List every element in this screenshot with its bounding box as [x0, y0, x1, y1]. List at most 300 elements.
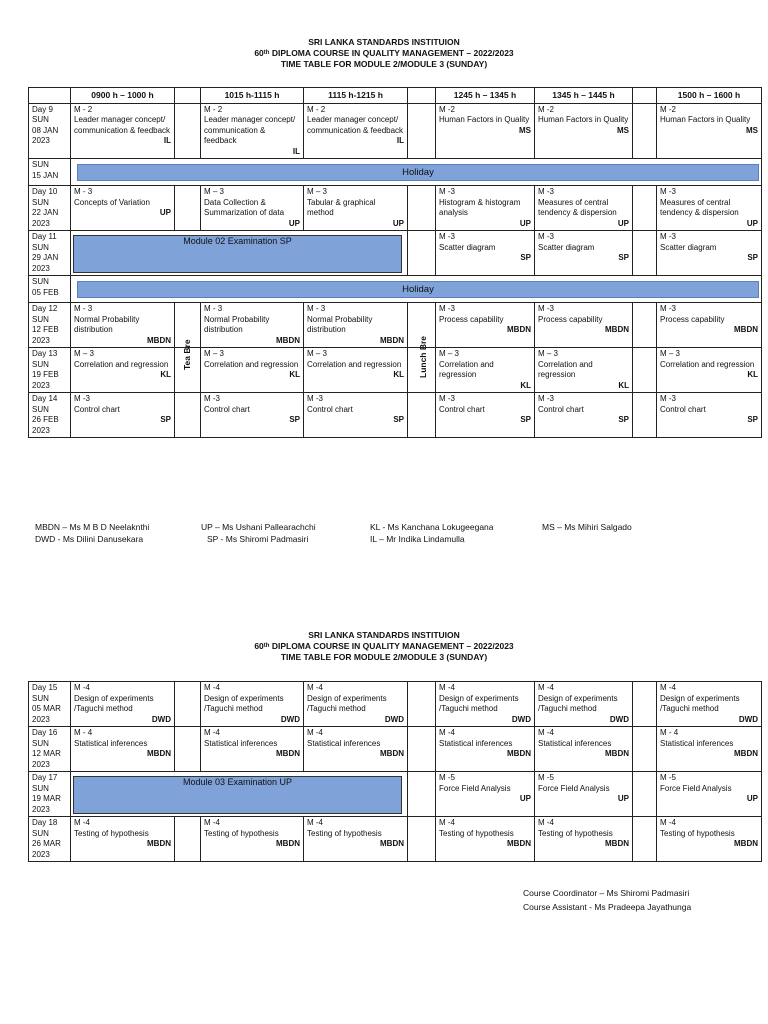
day-label: 05 MAR — [32, 704, 61, 713]
session-topic: Statistical inferences — [307, 738, 381, 748]
day-cell — [29, 348, 71, 393]
session-cell — [657, 103, 762, 159]
break-cell — [408, 727, 436, 772]
day-cell — [29, 393, 71, 438]
tutor-code: KL — [618, 380, 629, 390]
day-label: SUN — [32, 115, 49, 124]
day-label: Day 11 — [32, 232, 57, 241]
break-cell — [175, 727, 201, 772]
break-cell — [633, 682, 657, 727]
module-code: M -3 — [439, 232, 455, 241]
day-label: 05 FEB — [32, 287, 59, 297]
session-topic: Measures of central tendency & dispersion — [660, 197, 739, 217]
session-cell — [71, 303, 175, 348]
day-label: 12 FEB — [32, 325, 59, 334]
break-cell — [408, 186, 436, 231]
day-label: Day 18 — [32, 818, 58, 827]
day-label: 15 JAN — [32, 170, 59, 180]
day-label: Day 13 — [32, 349, 58, 358]
column-header: 1245 h – 1345 h — [436, 88, 535, 104]
course-title — [0, 48, 768, 59]
tutor-code: MBDN — [507, 839, 531, 848]
session-cell — [436, 231, 535, 276]
module-code: M -3 — [538, 232, 554, 241]
session-cell — [304, 817, 408, 862]
module-code: M - 3 — [74, 304, 93, 313]
tutor-code: MBDN — [605, 839, 629, 848]
day-label: Day 10 — [32, 187, 58, 196]
tutor-code: MBDN — [734, 325, 758, 334]
break-cell — [633, 393, 657, 438]
break-cell — [175, 103, 201, 159]
session-topic: Normal Probability distribution — [307, 314, 373, 334]
tutor-code: DWD — [738, 714, 758, 724]
module-code: M – 3 — [204, 187, 225, 196]
day-label: 2023 — [32, 714, 50, 724]
tutor-code: MBDN — [147, 839, 171, 848]
session-topic: Force Field Analysis — [660, 783, 732, 793]
day-label: 26 MAR — [32, 839, 61, 848]
module-code: M -4 — [307, 818, 323, 827]
session-cell — [71, 817, 175, 862]
session-topic: Design of experiments /Taguchi method — [660, 693, 740, 713]
break-cell — [633, 231, 657, 276]
session-topic: Testing of hypothesis — [74, 828, 149, 838]
tutor-code: KL — [289, 370, 300, 379]
session-cell — [436, 303, 535, 348]
exam-banner — [73, 235, 402, 273]
tutor-code: UP — [746, 218, 758, 228]
column-header: 1345 h – 1445 h — [535, 88, 633, 104]
break-cell — [175, 817, 201, 862]
day-label: Day 12 — [32, 304, 58, 313]
column-header: 1115 h-1215 h — [304, 88, 408, 104]
day-label: SUN — [32, 314, 49, 324]
module-code: M -4 — [204, 728, 220, 737]
break-column-header — [633, 88, 657, 104]
tutor-code: UP — [617, 794, 629, 803]
day-label: 2023 — [32, 804, 50, 814]
day-cell — [29, 103, 71, 159]
break-cell — [633, 186, 657, 231]
tutor-code: MBDN — [147, 749, 171, 758]
tutor-code: MS — [746, 125, 758, 135]
session-topic: Correlation and regression — [74, 359, 169, 369]
day-cell — [29, 682, 71, 727]
legend-item: IL – Mr Indika Lindamulla — [370, 534, 465, 544]
session-topic: Design of experiments /Taguchi method — [439, 693, 519, 713]
module-code: M – 3 — [660, 349, 681, 358]
module-code: M -4 — [74, 683, 90, 692]
tutor-code: UP — [288, 218, 300, 228]
session-topic: Control chart — [439, 404, 485, 414]
session-cell — [657, 393, 762, 438]
session-cell — [304, 186, 408, 231]
module-code: M - 3 — [74, 187, 93, 196]
tutor-code: DWD — [384, 714, 404, 724]
legend-item: MBDN – Ms M B D Neelaknthi — [35, 522, 150, 532]
session-topic: Process capability — [439, 314, 504, 324]
session-cell — [201, 393, 304, 438]
module-code: M -4 — [204, 818, 220, 827]
session-cell — [657, 772, 762, 817]
session-topic: Normal Probability distribution — [74, 314, 140, 334]
day-column-header — [29, 88, 71, 104]
tutor-code: IL — [163, 136, 171, 145]
session-topic: Correlation and regression — [660, 359, 755, 369]
module-code: M -4 — [538, 818, 554, 827]
module-code: M -4 — [439, 818, 455, 827]
session-cell — [71, 727, 175, 772]
course-number-suffix: th — [263, 643, 270, 649]
session-cell — [436, 727, 535, 772]
break-cell — [633, 303, 657, 348]
tea-break-label: Tea Bre — [182, 339, 192, 370]
module-code: M – 3 — [439, 349, 460, 358]
module-code: M - 2 — [74, 104, 93, 114]
session-topic: Statistical inferences — [660, 738, 734, 748]
session-topic: Force Field Analysis — [439, 783, 511, 793]
tutor-code: DWD — [511, 714, 531, 724]
module-code: M – 3 — [538, 349, 559, 358]
session-cell — [71, 186, 175, 231]
break-cell — [633, 103, 657, 159]
session-cell — [535, 393, 633, 438]
module-code: M -3 — [660, 232, 676, 241]
day-label: 12 MAR — [32, 749, 61, 758]
break-column-header — [408, 88, 436, 104]
legend-item: KL - Ms Kanchana Lokugeegana — [370, 522, 494, 532]
session-cell — [201, 303, 304, 348]
session-cell — [201, 727, 304, 772]
session-topic: Testing of hypothesis — [538, 828, 613, 838]
module-code: M -4 — [439, 728, 455, 737]
module-code: M -2 — [538, 104, 554, 114]
timetable-row — [29, 231, 762, 276]
module-code: M -4 — [74, 818, 90, 827]
session-cell — [71, 103, 175, 159]
session-topic: Design of experiments /Taguchi method — [538, 693, 618, 713]
tutor-code: MS — [617, 125, 629, 135]
day-label: Day 9 — [32, 104, 53, 114]
holiday-band: Holiday — [77, 281, 759, 298]
day-label: SUN — [32, 242, 49, 252]
column-header: 1500 h – 1600 h — [657, 88, 762, 104]
session-topic: Process capability — [538, 314, 603, 324]
module-code: M -3 — [538, 304, 554, 313]
day-label: SUN — [32, 828, 49, 838]
tutor-legend — [35, 521, 735, 545]
tutor-code: MBDN — [380, 749, 404, 758]
day-label: 2023 — [32, 425, 50, 435]
legend-item: SP - Ms Shiromi Padmasiri — [207, 534, 309, 544]
tutor-code: SP — [393, 415, 404, 424]
timetable-row — [29, 103, 762, 159]
tutor-code: KL — [520, 380, 531, 390]
course-title — [0, 641, 768, 652]
timetable-row — [29, 393, 762, 438]
exam-banner — [73, 776, 402, 814]
tutor-code: MBDN — [380, 335, 404, 345]
tutor-code: DWD — [280, 714, 300, 724]
tutor-code: MBDN — [276, 839, 300, 848]
institution-title: SRI LANKA STANDARDS INSTITUION — [308, 37, 460, 47]
module-code: M -3 — [307, 394, 323, 403]
session-cell — [535, 772, 633, 817]
module-code: M -5 — [538, 773, 554, 782]
timetable-1 — [28, 87, 762, 438]
module-code: M -4 — [660, 818, 676, 827]
institution-title: SRI LANKA STANDARDS INSTITUION — [308, 630, 460, 640]
session-topic: Human Factors in Quality — [660, 115, 751, 124]
module-code: M -4 — [307, 683, 323, 692]
module-code: M -3 — [538, 187, 554, 196]
course-number: 60 — [254, 641, 264, 651]
session-topic: Statistical inferences — [439, 738, 513, 748]
session-cell — [436, 348, 535, 393]
session-topic: Statistical inferences — [204, 738, 278, 748]
holiday-band: Holiday — [77, 164, 759, 181]
course-staff — [523, 886, 691, 914]
course-title-text: DIPLOMA COURSE IN QUALITY MANAGEMENT – 2022/2023 — [269, 48, 514, 58]
course-coordinator: Course Coordinator – Ms Shiromi Padmasiri — [523, 888, 690, 898]
tutor-code: KL — [393, 370, 404, 379]
session-topic: Process capability — [660, 314, 725, 324]
session-cell — [201, 186, 304, 231]
session-topic: Control chart — [538, 404, 584, 414]
session-topic: Human Factors in Quality — [538, 115, 629, 124]
day-label: Day 15 — [32, 683, 58, 692]
session-cell — [71, 682, 175, 727]
session-topic: Correlation and regression — [538, 359, 593, 379]
timetable-title: TIME TABLE FOR MODULE 2/MODULE 3 (SUNDAY) — [280, 59, 488, 69]
legend-item: MS – Ms Mihiri Salgado — [542, 522, 632, 532]
session-topic: Scatter diagram — [439, 242, 496, 252]
session-cell — [304, 103, 408, 159]
day-label: Day 16 — [32, 728, 58, 737]
session-cell — [535, 103, 633, 159]
session-topic: Normal Probability distribution — [204, 314, 270, 334]
day-label: 19 FEB — [32, 370, 59, 379]
module-code: M - 2 — [307, 104, 326, 114]
module-code: M -2 — [439, 104, 455, 114]
timetable-title: TIME TABLE FOR MODULE 2/MODULE 3 (SUNDAY) — [280, 652, 488, 662]
tutor-code: MBDN — [507, 325, 531, 334]
day-label: SUN — [32, 738, 49, 748]
day-label: Day 17 — [32, 773, 58, 782]
session-topic: Testing of hypothesis — [307, 828, 382, 838]
break-cell — [408, 393, 436, 438]
break-cell — [633, 727, 657, 772]
module-code: M -4 — [660, 683, 676, 692]
module-code: M – 3 — [204, 349, 225, 358]
column-header: 0900 h – 1000 h — [71, 88, 175, 104]
break-cell — [175, 682, 201, 727]
day-label: 29 JAN — [32, 253, 59, 262]
tutor-code: SP — [747, 253, 758, 262]
module-code: M -3 — [204, 394, 220, 403]
module-code: M -2 — [660, 104, 676, 114]
timetable-header-1 — [0, 37, 768, 70]
course-assistant: Course Assistant - Ms Pradeepa Jayathunga — [523, 902, 692, 912]
session-topic: Testing of hypothesis — [439, 828, 514, 838]
tutor-code: UP — [159, 208, 171, 217]
timetable-row — [29, 303, 762, 348]
session-cell — [201, 103, 304, 159]
module-code: M -3 — [439, 394, 455, 403]
session-cell — [304, 727, 408, 772]
session-topic: Design of experiments /Taguchi method — [74, 693, 154, 713]
course-number-suffix: th — [263, 50, 270, 56]
break-cell — [408, 817, 436, 862]
tutor-code: SP — [618, 415, 629, 424]
timetable-2 — [28, 681, 762, 862]
day-label: 22 JAN — [32, 208, 59, 217]
session-cell — [304, 393, 408, 438]
tutor-code: MS — [519, 125, 531, 135]
module-code: M -3 — [439, 304, 455, 313]
session-cell — [436, 393, 535, 438]
module-code: M -5 — [660, 773, 676, 782]
day-cell — [29, 186, 71, 231]
session-topic: Testing of hypothesis — [204, 828, 279, 838]
session-topic: Control chart — [74, 404, 120, 414]
day-label: SUN — [32, 197, 49, 207]
session-topic: Design of experiments /Taguchi method — [204, 693, 284, 713]
column-header: 1015 h-1115 h — [201, 88, 304, 104]
break-cell — [408, 103, 436, 159]
session-topic: Measures of central tendency & dispersion — [538, 197, 617, 217]
exam-cell — [71, 772, 408, 817]
day-cell — [29, 276, 71, 303]
session-topic: Scatter diagram — [538, 242, 595, 252]
day-label: SUN — [32, 277, 49, 286]
day-label: 08 JAN — [32, 125, 59, 135]
session-cell — [657, 186, 762, 231]
session-cell — [304, 303, 408, 348]
break-column-header — [175, 88, 201, 104]
break-cell — [633, 348, 657, 393]
session-cell — [657, 231, 762, 276]
day-label: SUN — [32, 783, 49, 793]
session-cell — [657, 727, 762, 772]
legend-item: UP – Ms Ushani Pallearachchi — [201, 522, 316, 532]
module-code: M – 3 — [307, 187, 328, 196]
session-topic: Human Factors in Quality — [439, 115, 530, 124]
session-cell — [535, 348, 633, 393]
timetable-row — [29, 817, 762, 862]
session-cell — [657, 348, 762, 393]
module-code: M -4 — [204, 683, 220, 692]
timetable-row — [29, 186, 762, 231]
tutor-code: MBDN — [276, 749, 300, 758]
tutor-code: IL — [292, 146, 300, 156]
tutor-code: MBDN — [734, 839, 758, 848]
module-code: M - 3 — [204, 304, 223, 313]
day-label: 26 FEB — [32, 415, 59, 424]
day-cell — [29, 231, 71, 276]
module-code: M -4 — [538, 683, 554, 692]
timetable-row — [29, 727, 762, 772]
day-label: 2023 — [32, 380, 50, 390]
module-code: M - 4 — [660, 728, 679, 737]
session-topic: Design of experiments /Taguchi method — [307, 693, 387, 713]
session-topic: Control chart — [660, 404, 706, 414]
session-cell — [304, 682, 408, 727]
timetable-row — [29, 772, 762, 817]
tutor-code: UP — [746, 794, 758, 803]
break-cell — [408, 682, 436, 727]
day-label: SUN — [32, 359, 49, 369]
module-code: M - 2 — [204, 104, 223, 114]
session-cell — [71, 348, 175, 393]
break-cell — [175, 393, 201, 438]
exam-cell — [71, 231, 408, 276]
tutor-code: KL — [747, 370, 758, 379]
session-cell — [201, 682, 304, 727]
day-cell — [29, 159, 71, 186]
lunch-break-label: Lunch Bre — [418, 335, 428, 378]
tutor-code: MBDN — [507, 749, 531, 758]
session-cell — [436, 817, 535, 862]
session-topic: Statistical inferences — [74, 738, 148, 748]
session-topic: Force Field Analysis — [538, 783, 610, 793]
module-code: M -4 — [439, 683, 455, 692]
timetable-header-2 — [0, 630, 768, 663]
tutor-code: IL — [396, 136, 404, 145]
holiday-cell — [71, 276, 762, 303]
tutor-code: MBDN — [276, 335, 300, 345]
module-code: M -3 — [538, 394, 554, 403]
course-title-text: DIPLOMA COURSE IN QUALITY MANAGEMENT – 2022/2023 — [269, 641, 514, 651]
module-code: M -4 — [538, 728, 554, 737]
break-cell — [175, 186, 201, 231]
tutor-code: MBDN — [147, 335, 171, 345]
break-cell — [633, 817, 657, 862]
tutor-code: DWD — [609, 714, 629, 724]
session-cell — [535, 727, 633, 772]
tutor-code: UP — [519, 218, 531, 228]
session-topic: Leader manager concept/ communication & feedback — [307, 115, 404, 135]
module-code: M -3 — [660, 304, 676, 313]
exam-title: Module 03 Examination UP — [182, 777, 293, 787]
session-topic: Control chart — [204, 404, 250, 414]
session-topic: Leader manager concept/ communication & feedback — [204, 115, 296, 145]
session-cell — [535, 231, 633, 276]
tutor-code: SP — [289, 415, 300, 424]
day-label: Day 14 — [32, 394, 58, 403]
session-cell — [436, 103, 535, 159]
tutor-code: MBDN — [380, 839, 404, 848]
break-cell — [408, 772, 436, 817]
module-code: M -3 — [660, 394, 676, 403]
tutor-code: MBDN — [605, 749, 629, 758]
module-code: M – 3 — [74, 349, 95, 358]
day-label: 2023 — [32, 849, 50, 859]
tutor-code: DWD — [151, 714, 171, 724]
session-topic: Scatter diagram — [660, 242, 717, 252]
session-cell — [436, 186, 535, 231]
module-code: M -5 — [439, 773, 455, 782]
module-code: M -3 — [660, 187, 676, 196]
timetable-row — [29, 348, 762, 393]
tutor-code: SP — [520, 415, 531, 424]
session-cell — [436, 682, 535, 727]
session-cell — [535, 186, 633, 231]
timetable-row — [29, 159, 762, 186]
tutor-code: SP — [747, 415, 758, 424]
tutor-code: SP — [520, 253, 531, 262]
